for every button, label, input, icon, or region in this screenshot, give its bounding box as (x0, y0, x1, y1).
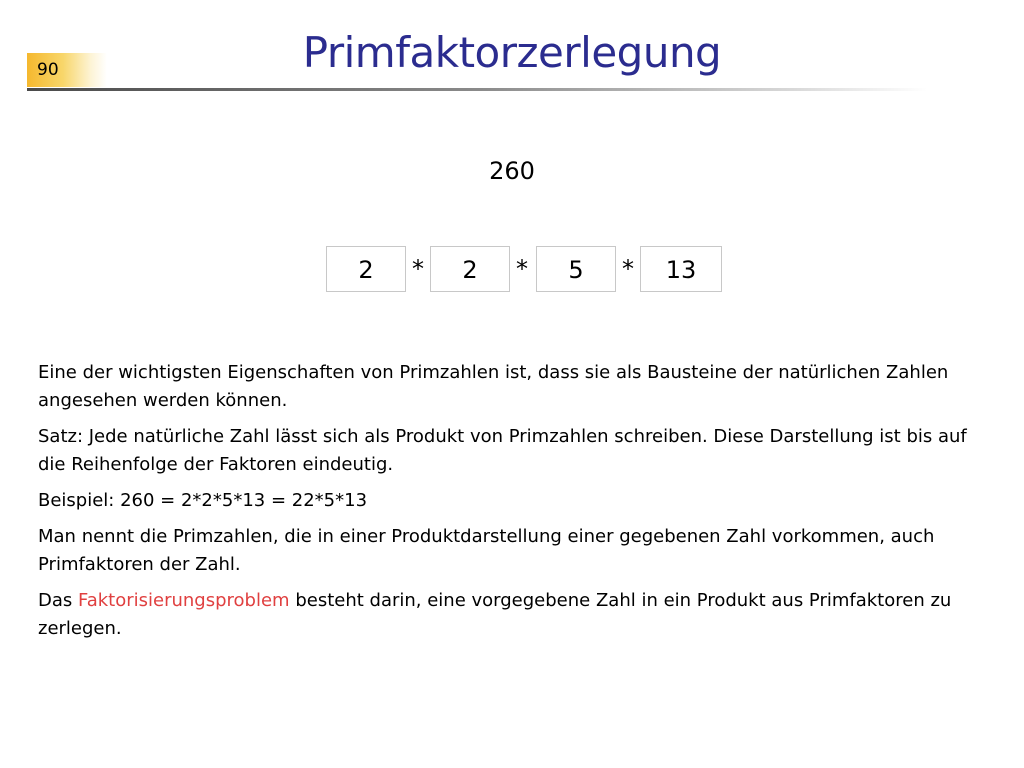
paragraph-theorem: Satz: Jede natürliche Zahl lässt sich als Produkt von Primzahlen schreiben. Diese Darstellung ist bis auf die Reihenfolge der Faktoren eindeutig. (38, 426, 967, 475)
paragraph-text-start: Das (38, 590, 78, 611)
factor-box-4: 13 (640, 246, 722, 292)
title-divider (27, 88, 927, 91)
multiply-sign-2: * (516, 255, 528, 283)
paragraph-factorization-problem (38, 587, 998, 643)
highlight-term: Faktorisierungsproblem (78, 590, 290, 611)
paragraph-importance: Eine der wichtigsten Eigenschaften von Primzahlen ist, dass sie als Bausteine der natürlichen Zahlen angesehen werden können. (38, 362, 949, 411)
factor-row (326, 246, 722, 292)
paragraph-example: Beispiel: 260 = 2*2*5*13 = 22*5*13 (38, 490, 368, 511)
factor-box-1: 2 (326, 246, 406, 292)
factored-number: 260 (489, 157, 535, 185)
multiply-sign-1: * (412, 255, 424, 283)
body-text (38, 359, 998, 651)
slide-number: 90 (37, 60, 59, 80)
factor-box-3: 5 (536, 246, 616, 292)
paragraph-text-end: besteht darin, eine vorgegebene Zahl in ein Produkt aus Primfaktoren zu zerlegen. (38, 590, 952, 639)
page-title: Primfaktorzerlegung (302, 28, 722, 77)
factor-box-2: 2 (430, 246, 510, 292)
multiply-sign-3: * (622, 255, 634, 283)
paragraph-definition: Man nennt die Primzahlen, die in einer Produktdarstellung einer gegebenen Zahl vorkommen, auch Primfaktoren der Zahl. (38, 526, 935, 575)
